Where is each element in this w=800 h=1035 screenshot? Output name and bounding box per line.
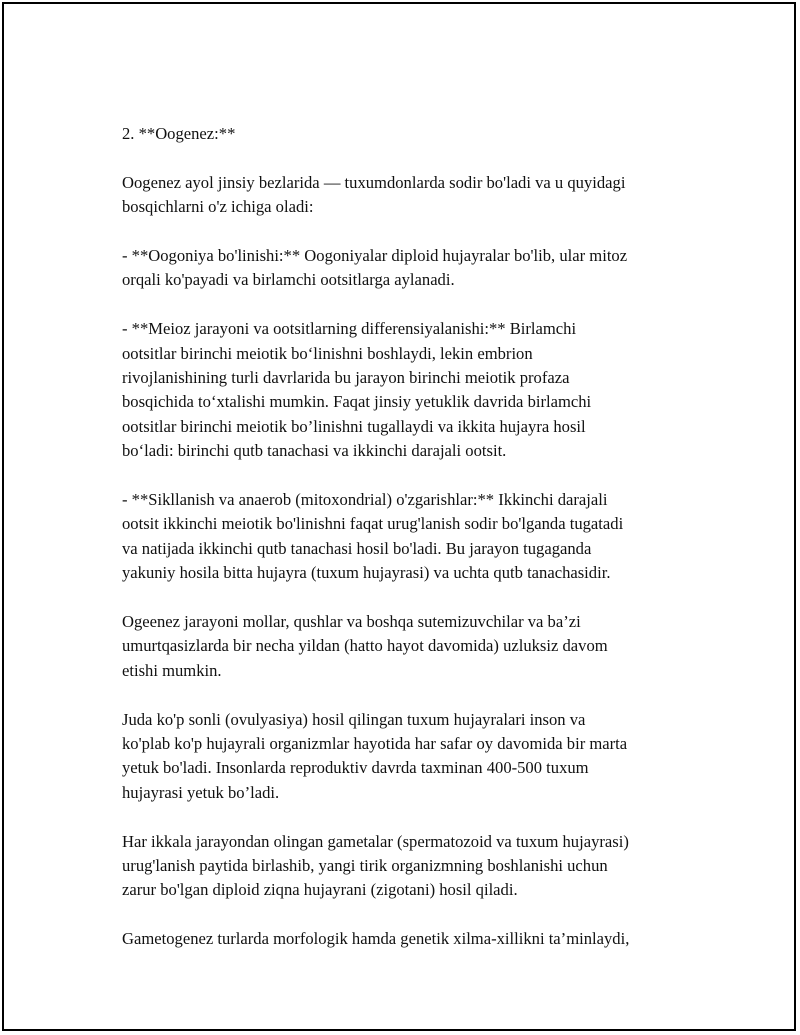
paragraph-meioz [122,317,702,463]
text-line: bosqichida to‘xtalishi mumkin. Faqat jinsiy yetuklik davrida birlamchi [122,392,592,412]
text-line: ko'plab ko'p hujayrali organizmlar hayotida har safar oy davomida bir marta [122,734,628,754]
text-line: rivojlanishining turli davrlarida bu jarayon birinchi meiotik profaza [122,368,570,388]
text-line: bosqichlarni o'z ichiga oladi: [122,197,314,217]
text-line: ootsitlar birinchi meiotik bo‘linishni boshlaydi, lekin embrion [122,343,533,363]
text-line: urug'lanish paytida birlashib, yangi tirik organizmning boshlanishi uchun [122,856,608,876]
paragraph-ogeenez [122,610,702,683]
text-line: ootsitlar birinchi meiotik bo’linishni tugallaydi va ikkita hujayra hosil [122,416,586,436]
paragraph-intro [122,171,702,220]
text-line: orqali ko'payadi va birlamchi ootsitlarga aylanadi. [122,270,455,290]
paragraph-gametogenez [122,927,702,951]
paragraph-heading [122,122,702,146]
text-line: 2. **Oogenez:** [122,124,236,143]
text-line: Oogenez ayol jinsiy bezlarida — tuxumdonlarda sodir bo'ladi va u quyidagi [122,172,626,192]
document-body [122,122,702,976]
text-line: Gametogenez turlarda morfologik hamda genetik xilma-xillikni ta’minlaydi, [122,929,630,949]
paragraph-oogoniya [122,244,702,293]
text-line: - **Meioz jarayoni va ootsitlarning differensiyalanishi:** Birlamchi [122,319,577,339]
text-line: yetuk bo'ladi. Insonlarda reproduktiv davrda taxminan 400-500 tuxum [122,758,589,778]
text-line: Ogeenez jarayoni mollar, qushlar va boshqa sutemizuvchilar va ba’zi [122,612,581,632]
text-line: va natijada ikkinchi qutb tanachasi hosil bo'ladi. Bu jarayon tugaganda [122,538,592,558]
paragraph-sikllanish [122,488,702,586]
text-line: - **Oogoniya bo'linishi:** Oogoniyalar diploid hujayralar bo'lib, ular mitoz [122,246,628,265]
text-line: zarur bo'lgan diploid ziqna hujayrani (zigotani) hosil qiladi. [122,880,518,900]
paragraph-ovulyasiya [122,708,702,806]
text-line: etishi mumkin. [122,660,222,680]
text-line: yakuniy hosila bitta hujayra (tuxum hujayrasi) va uchta qutb tanachasidir. [122,563,611,583]
text-line: Har ikkala jarayondan olingan gametalar (spermatozoid va tuxum hujayrasi) [122,831,629,851]
text-line: ootsit ikkinchi meiotik bo'linishni faqat urug'lanish sodir bo'lganda tugatadi [122,514,624,534]
text-line: bo‘ladi: birinchi qutb tanachasi va ikkinchi darajali ootsit. [122,441,507,461]
text-line: hujayrasi yetuk bo’ladi. [122,782,280,802]
paragraph-gametalar [122,830,702,903]
text-line: umurtqasizlarda bir necha yildan (hatto hayot davomida) uzluksiz davom [122,636,608,656]
text-line: Juda ko'p sonli (ovulyasiya) hosil qilingan tuxum hujayralari inson va [122,709,586,729]
text-line: - **Sikllanish va anaerob (mitoxondrial) o'zgarishlar:** Ikkinchi darajali [122,490,608,510]
document-page [2,2,796,1031]
